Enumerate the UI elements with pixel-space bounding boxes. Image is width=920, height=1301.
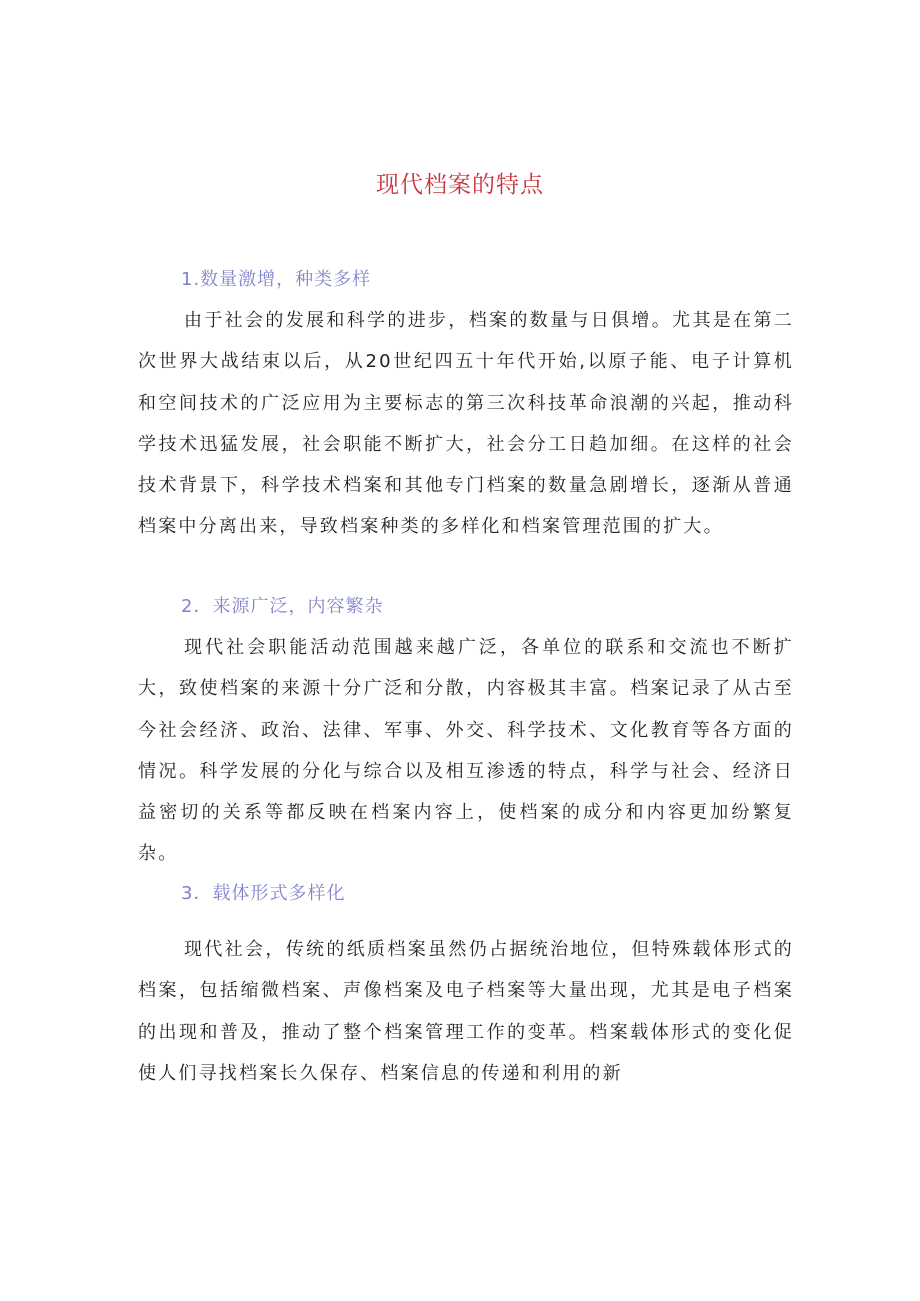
page-title: 现代档案的特点 xyxy=(376,172,544,198)
section-body-1: 由于社会的发展和科学的进步，档案的数量与日俱增。尤其是在第二次世界大战结束以后，从20世纪四五十年代开始,以原子能、电子计算机和空间技术的广泛应用为主要标志的第三次科技革命浪潮的兴起，推动科学技术迅猛发展，社会职能不断扩大，社会分工日趋加细。在这样的社会技术背景下，科学技术档案和其他专门档案的数量急剧增长，逐渐从普通档案中分离出来，导致档案种类的多样化和档案管理范围的扩大。 xyxy=(138,310,794,538)
section-body-2: 现代社会职能活动范围越来越广泛，各单位的联系和交流也不断扩大，致使档案的来源十分广泛和分散，内容极其丰富。档案记录了从古至今社会经济、政治、法律、军事、外交、科学技术、文化教育等各方面的情况。科学发展的分化与综合以及相互渗透的特点，科学与社会、经济日益密切的关系等都反映在档案内容上，使档案的成分和内容更加纷繁复杂。 xyxy=(138,637,794,865)
section-heading-3: 3．载体形式多样化 xyxy=(181,883,346,904)
section-body-3: 现代社会，传统的纸质档案虽然仍占据统治地位，但特殊载体形式的档案，包括缩微档案、声像档案及电子档案等大量出现，尤其是电子档案的出现和普及，推动了整个档案管理工作的变革。档案载体形式的变化促使人们寻找档案长久保存、档案信息的传递和利用的新 xyxy=(138,939,794,1084)
section-heading-1: 1.数量激增，种类多样 xyxy=(181,269,372,290)
section-heading-2: 2．来源广泛，内容繁杂 xyxy=(181,596,384,617)
